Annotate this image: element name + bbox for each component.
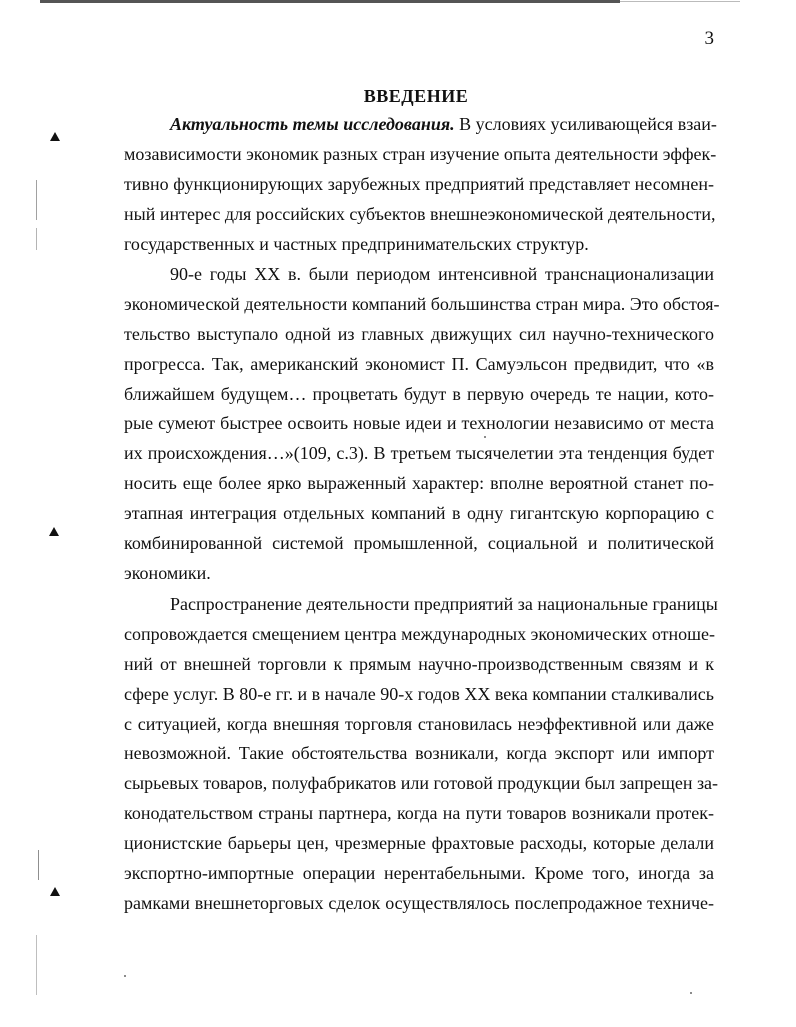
scan-speck (124, 975, 126, 977)
scan-top-edge-faint (620, 1, 740, 2)
text-line: ционистские барьеры цен, чрезмерные фрахтовые расходы, которые делали (124, 833, 714, 854)
text-line: сопровождается смещением центра международных экономических отноше- (124, 623, 715, 644)
text-line: Распространение деятельности предприятий за национальные границы (170, 594, 718, 614)
binder-hole-mark (50, 887, 60, 896)
text-line: тельство выступало одной из главных движущих сил научно-технического (124, 323, 714, 344)
text-line: рамками внешнеторговых сделок осуществлялось послепродажное техниче- (124, 892, 714, 913)
text-line: комбинированной системой промышленной, социальной и политической (124, 533, 714, 554)
relevance-lead: Актуальность темы исследования. (170, 114, 455, 134)
text-line: невозможной. Такие обстоятельства возникали, когда экспорт или импорт (124, 743, 714, 764)
scan-top-edge (40, 0, 620, 3)
scan-margin-line (36, 228, 37, 250)
page-number: 3 (704, 28, 714, 49)
text-line: сырьевых товаров, полуфабрикатов или готовой продукции был запрещен за- (124, 773, 719, 794)
text-line: их происхождения…»(109, с.3). В третьем тысячелетии эта тенденция будет (124, 443, 714, 464)
text-line: экономики. (124, 562, 211, 583)
text-line: экспортно-импортные операции нерентабельными. Кроме того, иногда за (124, 863, 714, 884)
text-line: ный интерес для российских субъектов внешнеэкономической деятельности, (124, 203, 716, 224)
text-line: прогресса. Так, американский экономист П. Самуэльсон предвидит, что «в (124, 353, 714, 374)
binder-hole-mark (49, 527, 59, 536)
paragraph-expansion (124, 590, 719, 919)
paragraph-relevance (124, 110, 717, 259)
text-line: с ситуацией, когда внешняя торговля становилась неэффективной или даже (124, 713, 714, 734)
text-line: носить еще более ярко выраженный характер: вполне вероятной станет по- (124, 473, 714, 494)
text-line: мозависимости экономик разных стран изучение опыта деятельности эффек- (124, 143, 717, 164)
text-line: экономической деятельности компаний большинства стран мира. Это обстоя- (124, 293, 720, 314)
text-line: ближайшем будущем… процветать будут в первую очередь те нации, кото- (124, 383, 714, 404)
scan-margin-line (38, 850, 39, 880)
text-line: рые сумеют быстрее освоить новые идеи и технологии независимо от места (124, 413, 714, 434)
binder-hole-mark (50, 132, 60, 141)
text-line: конодательством страны партнера, когда на пути товаров возникали протек- (124, 803, 714, 824)
scan-margin-line (36, 180, 37, 220)
relevance-line-rest: В условиях усиливающейся взаи- (454, 114, 717, 134)
text-line: этапная интеграция отдельных компаний в одну гигантскую корпорацию с (124, 503, 714, 524)
scan-speck (690, 992, 692, 994)
text-line: тивно функционирующих зарубежных предприятий представляет несомнен- (124, 173, 714, 194)
text-line: сфере услуг. В 80-е гг. и в начале 90-х годов XX века компании сталкивались (124, 683, 714, 704)
text-line: государственных и частных предпринимательских структур. (124, 233, 589, 254)
page-title: ВВЕДЕНИЕ (363, 86, 469, 106)
text-line: 90-е годы XX в. были периодом интенсивной транснационализации (170, 264, 714, 284)
text-line (124, 110, 717, 140)
paragraph-transnationalization (124, 260, 720, 589)
scan-margin-line (36, 935, 37, 995)
scan-speck (484, 436, 486, 438)
text-line: ний от внешней торговли к прямым научно-производственным связям и к (124, 653, 714, 674)
